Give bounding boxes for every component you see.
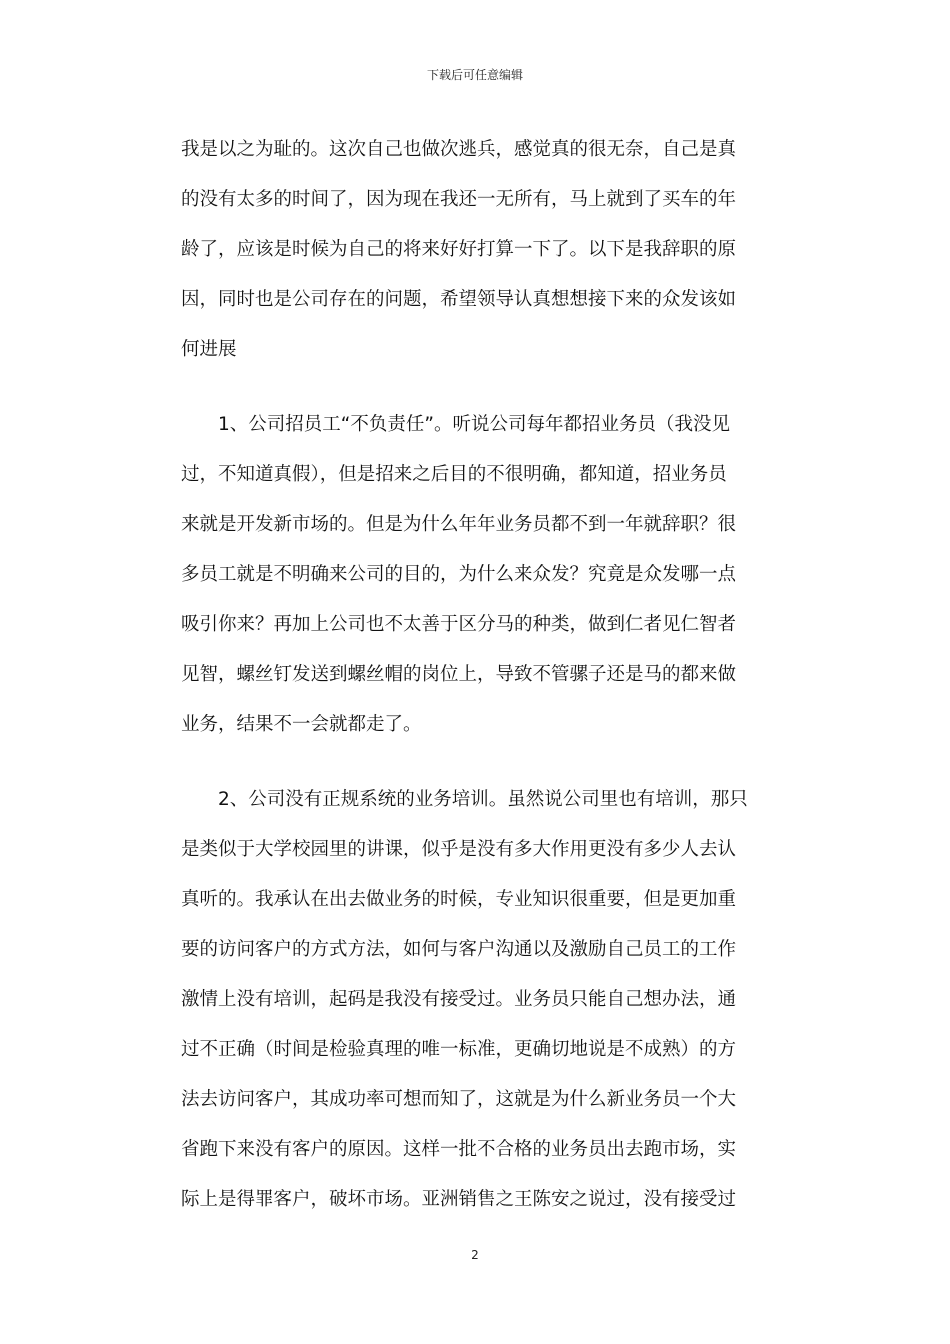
text-line: 因，同时也是公司存在的问题，希望领导认真想想接下来的众发该如 — [181, 289, 737, 310]
text-line: 见智，螺丝钉发送到螺丝帽的岗位上，导致不管骡子还是马的都来做 — [181, 664, 737, 685]
text-line: 际上是得罪客户，破坏市场。亚洲销售之王陈安之说过，没有接受过 — [181, 1189, 737, 1210]
text-line: 是类似于大学校园里的讲课，似乎是没有多大作用更没有多少人去认 — [181, 839, 737, 860]
paragraph-intro — [181, 125, 773, 375]
text-line: 法去访问客户，其成功率可想而知了，这就是为什么新业务员一个大 — [181, 1089, 737, 1110]
text-line: 我是以之为耻的。这次自己也做次逃兵，感觉真的很无奈，自己是真 — [181, 139, 737, 160]
text-line: 吸引你来？再加上公司也不太善于区分马的种类，做到仁者见仁智者 — [181, 614, 737, 635]
text-line: 1、公司招员工“不负责任”。听说公司每年都招业务员（我没见 — [181, 414, 730, 435]
text-line: 何进展 — [181, 339, 237, 360]
text-line: 来就是开发新市场的。但是为什么年年业务员都不到一年就辞职？很 — [181, 514, 737, 535]
text-line: 龄了，应该是时候为自己的将来好好打算一下了。以下是我辞职的原 — [181, 239, 737, 260]
text-line: 2、公司没有正规系统的业务培训。虽然说公司里也有培训，那只 — [181, 789, 748, 810]
text-line: 多员工就是不明确来公司的目的，为什么来众发？究竟是众发哪一点 — [181, 564, 737, 585]
text-line: 激情上没有培训，起码是我没有接受过。业务员只能自己想办法，通 — [181, 989, 737, 1010]
text-line: 真听的。我承认在出去做业务的时候，专业知识很重要，但是更加重 — [181, 889, 737, 910]
page-header: 下载后可任意编辑 — [426, 68, 523, 82]
text-line: 业务，结果不一会就都走了。 — [181, 714, 422, 735]
document-body — [181, 125, 773, 1225]
text-line: 过，不知道真假），但是招来之后目的不很明确，都知道，招业务员 — [181, 464, 727, 485]
text-line: 要的访问客户的方式方法，如何与客户沟通以及激励自己员工的工作 — [181, 939, 737, 960]
paragraph-point-1 — [181, 400, 773, 750]
paragraph-point-2 — [181, 775, 773, 1225]
page-number: 2 — [471, 1248, 479, 1262]
text-line: 的没有太多的时间了，因为现在我还一无所有，马上就到了买车的年 — [181, 189, 737, 210]
text-line: 过不正确（时间是检验真理的唯一标准，更确切地说是不成熟）的方 — [181, 1039, 737, 1060]
text-line: 省跑下来没有客户的原因。这样一批不合格的业务员出去跑市场，实 — [181, 1139, 737, 1160]
